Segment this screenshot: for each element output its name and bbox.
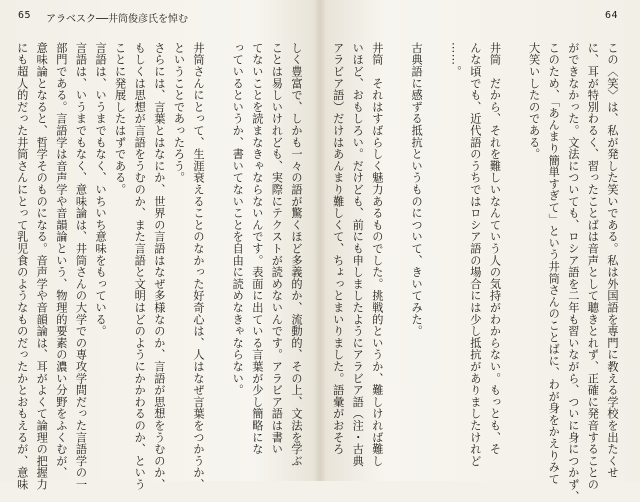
text-line: ことに発展したはずである。 [113,42,127,196]
text-line: さらには、言葉とはなにか、世界の言語はなぜ多様なのか、言語が思想をうむのか、 [152,42,166,491]
text-line: 言語は、いうまでもなく、意味論は、井筒さんの大学での専攻学問だった言語学の一 [74,42,88,491]
text-line: にも超人的だった井筒さんにとって乳児食のようなものだったかとおもえるが、意味 [15,42,29,491]
paragraph-gap [387,42,407,472]
left-page [0,0,320,491]
text-line: 井筒 だから、それを難しいなんていう人の気持がわからない。もっとも、そ [488,42,502,455]
page-number-left: 65 [18,10,32,21]
text-line: に、耳が特別わるく、習ったことばは音声として聴きとれず、正確に発音することの [586,42,600,491]
paragraph-gap [208,42,228,472]
page-number-right: 64 [604,10,618,21]
text-line: ……。 [449,42,463,78]
text-line: 井筒 それはすばらしく魅力あるものでした。挑戦的というか、難しければ難し [370,42,384,467]
text-line: ができなかった。文法についても、ロシア語を二年も習いながら、ついに身につかず、 [566,42,580,502]
left-page-text [6,42,306,491]
text-line: てないことを読まなきゃならないんです。表面に出ている言葉が少し簡略にな [250,42,264,455]
text-line: しく豊富で、しかも一々の語が驚くほど多義的か、流動的、その上、文法を学ぶ [290,42,303,467]
text-line: 大笑いしたのである。 [527,42,541,160]
text-line: このため、「あんまり簡単すぎて」という井筒さんのことばに、わが身をかえりみて [547,42,561,485]
running-head: アラベスク──井筒俊彦氏を悼む [46,14,189,25]
text-line: いほど、おもしろい。だけども、前にも申しましたようにアラビア語（注・古典 [351,42,365,467]
text-line: 意味論となると、哲学そのものになる。音声学や音韻論は、耳がよくて論理の把握力 [35,42,49,491]
text-line: 井筒さんにとって、生涯衰えることのなかった好奇心は、人はなぜ言葉をつかうか、 [192,42,206,491]
right-page-text [330,42,622,502]
text-line: ことは易しいけれども、実際にテクストが読めないんです。アラビア語は書い [270,42,284,455]
text-line: 言語は、いうまでもなく、いちいち意味をもっている。 [94,42,108,337]
paragraph-gap [426,42,446,472]
text-line: っているというか、書いてないことを自由に読めなきゃならない。 [231,42,245,396]
text-line: 古典語に感ずる抵抗というものについて、きいてみた。 [410,42,424,337]
text-line: アラビア語）だけはあんまり難しくて、ちょっとまいりました。語彙がおそろ [331,42,345,455]
paragraph-gap [504,42,524,472]
text-line: 部門である。言語学は音声学や音韻論という、物理的要素の濃い分野をふくむが、 [54,42,68,479]
text-line: んな頃でも、近代語のうちではロシア語の場合には少し抵抗がありましたけれど [468,42,482,467]
text-line: もしくは思想が言語をうむのか、また言語と文明はどのようにかかわるのか、という [133,42,147,491]
text-line: ということであったろう。 [172,42,186,184]
right-page [320,0,640,502]
text-line: この〈笑〉は、私が発した笑いである。私は外国語を専門に教える学校を出たくせ [606,42,619,479]
